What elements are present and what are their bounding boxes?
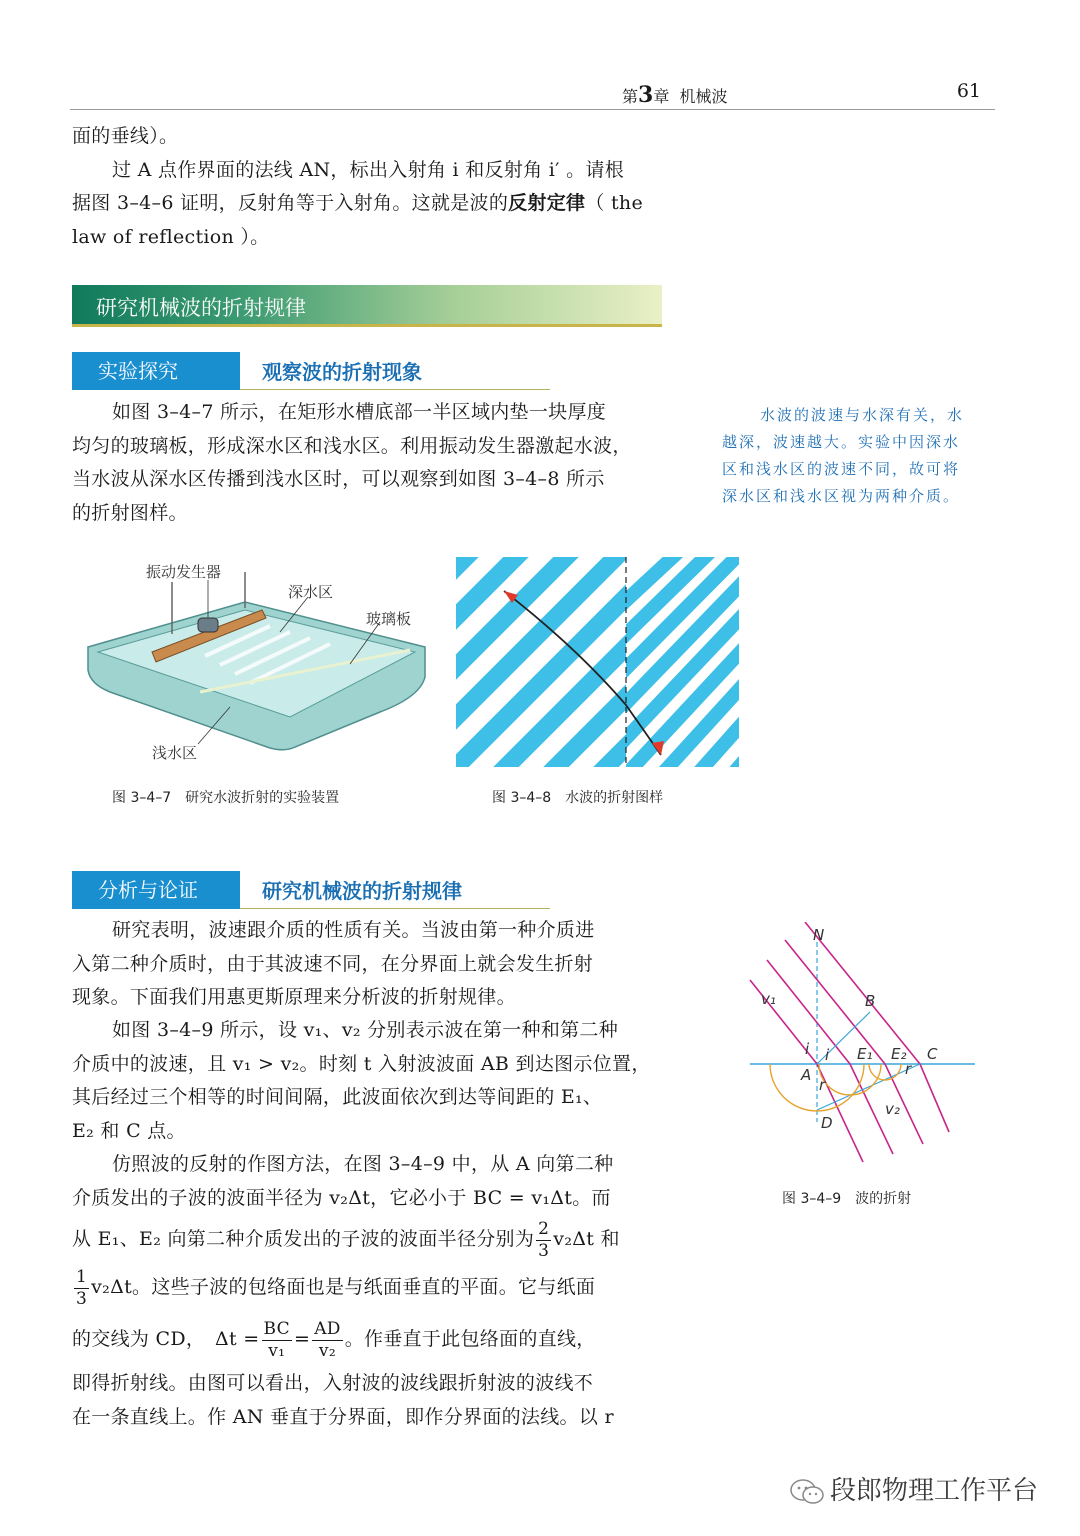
watermark (790, 1470, 1038, 1507)
analysis-line: 其后经过三个相等的时间间隔，此波面依次到达等间距的 E₁、 (72, 1086, 603, 1108)
experiment-line: 如图 3–4–7 所示，在矩形水槽底部一半区域内垫一块厚度 (112, 401, 607, 423)
label-glass-plate: 玻璃板 (366, 610, 412, 628)
experiment-title: 观察波的折射现象 (262, 360, 422, 384)
analysis-line: 介质中的波速，且 v₁ > v₂。时刻 t 入射波波面 AB 到达图示位置， (72, 1052, 651, 1075)
section-title: 研究机械波的折射规律 (96, 296, 306, 320)
analysis-line: 即得折射线。由图可以看出，入射波的波线跟折射波的波线不 (72, 1372, 594, 1394)
side-note (722, 402, 997, 510)
label-D: D (821, 1114, 833, 1132)
fraction-ad-v2: $\frac{AD}{\text{v₂}}$ (314, 1318, 341, 1361)
side-note-line: 越深，波速越大。实验中因深水 (722, 433, 961, 451)
analysis-line: 介质发出的子波的波面半径为 v₂Δt，它必小于 BC = v₁Δt。而 (72, 1186, 611, 1209)
analysis-para-2 (72, 1014, 662, 1148)
fraction-two-thirds: $\frac{2}{3}$ (538, 1218, 550, 1261)
refracted-rays (817, 1064, 949, 1162)
analysis-title: 研究机械波的折射规律 (262, 879, 462, 903)
label-r-right: r (905, 1060, 912, 1078)
page-header (70, 78, 995, 110)
intro-text (72, 120, 662, 254)
side-note-line: 区和浅水区的波速不同，故可将 (722, 460, 961, 478)
label-A: A (801, 1066, 812, 1084)
label-C: C (927, 1045, 938, 1063)
analysis-line: E₂ 和 C 点。 (72, 1119, 186, 1142)
intro-line-2: 过 A 点作界面的法线 AN，标出入射角 i 和反射角 i′ 。请根 (112, 158, 625, 181)
wechat-icon (790, 1478, 824, 1506)
analysis-para-3 (72, 1148, 662, 1434)
label-v1: v₁ (761, 990, 776, 1008)
page-number: 61 (956, 80, 981, 102)
analysis-tag: 分析与论证 (72, 871, 240, 909)
wavelet-e1 (819, 1064, 881, 1095)
experiment-line: 当水波从深水区传播到浅水区时，可以观察到如图 3–4–8 所示 (72, 468, 605, 490)
label-v2: v₂ (885, 1100, 900, 1118)
label-N: N (813, 926, 825, 944)
caption-fig-348: 图 3–4–8 水波的折射图样 (492, 790, 664, 806)
experiment-text (72, 396, 662, 530)
side-note-line: 水波的波速与水深有关，水 (760, 406, 965, 424)
figure-refraction-diagram (745, 922, 985, 1172)
label-E2: E₂ (891, 1045, 907, 1063)
section-title-bar (72, 285, 662, 327)
figure-water-tank (80, 552, 440, 767)
analysis-line: 入第二种介质时，由于其波速不同，在分界面上就会发生折射 (72, 952, 594, 975)
watermark-text: 段郎物理工作平台 (830, 1476, 1039, 1506)
label-E1: E₁ (857, 1045, 873, 1063)
caption-fig-347: 图 3–4–7 研究水波折射的实验装置 (112, 790, 340, 806)
analysis-line: 仿照波的反射的作图方法，在图 3–4–9 中，从 A 向第二种 (112, 1153, 614, 1175)
experiment-subheading (72, 352, 550, 390)
side-note-line: 深水区和浅水区视为两种介质。 (722, 487, 961, 505)
chapter-label: 第3章 机械波 (622, 82, 728, 108)
analysis-line: $\frac{1}{3}$ v₂Δt。这些子波的包络面也是与纸面垂直的平面。它与纸面 (76, 1266, 596, 1309)
intro-line-3: 据图 3–4–6 证明，反射角等于入射角。这就是波的反射定律（ the (72, 192, 644, 214)
label-B: B (865, 992, 876, 1010)
fraction-one-third: $\frac{1}{3}$ (76, 1266, 88, 1309)
analysis-line: 从 E₁、E₂ 向第二种介质发出的子波的波面半径分别为 $\frac{2}{3}$ v₂Δt 和 (72, 1218, 620, 1261)
analysis-line-formula: 的交线为 CD， Δt = $\frac{BC}{\text{v₁}}$ = $\frac{AD}{\text{v₂}}$ 。作垂直于此包络面的直线， (72, 1318, 596, 1361)
analysis-para-1 (72, 914, 662, 1015)
analysis-line: 如图 3–4–9 所示，设 v₁、v₂ 分别表示波在第一种和第二种 (112, 1019, 619, 1041)
label-shallow-water: 浅水区 (152, 744, 198, 762)
label-deep-water: 深水区 (288, 583, 334, 601)
caption-fig-349: 图 3–4–9 波的折射 (782, 1191, 912, 1207)
label-i-right: i (825, 1046, 830, 1064)
experiment-tag: 实验探究 (72, 352, 240, 390)
fraction-bc-v1: $\frac{BC}{\text{v₁}}$ (263, 1318, 290, 1361)
experiment-line: 的折射图样。 (72, 501, 188, 524)
intro-line-1: 面的垂线）。 (72, 125, 179, 147)
analysis-line: 在一条直线上。作 AN 垂直于分界面，即作分界面的法线。以 r (72, 1405, 614, 1428)
label-r: r (819, 1076, 826, 1094)
label-i-left: i (805, 1040, 810, 1058)
figure-refraction-pattern (456, 557, 739, 767)
wavelet-e2 (869, 1064, 901, 1080)
analysis-subheading (72, 871, 550, 909)
experiment-line: 均匀的玻璃板，形成深水区和浅水区。利用振动发生器激起水波， (72, 434, 632, 457)
analysis-line: 现象。下面我们用惠更斯原理来分析波的折射规律。 (72, 986, 516, 1008)
analysis-line: 研究表明，波速跟介质的性质有关。当波由第一种介质进 (112, 919, 595, 941)
intro-line-4: law of reflection ）。 (72, 225, 270, 248)
vibrator-motor (198, 618, 218, 632)
label-vibrator: 振动发生器 (146, 563, 222, 581)
